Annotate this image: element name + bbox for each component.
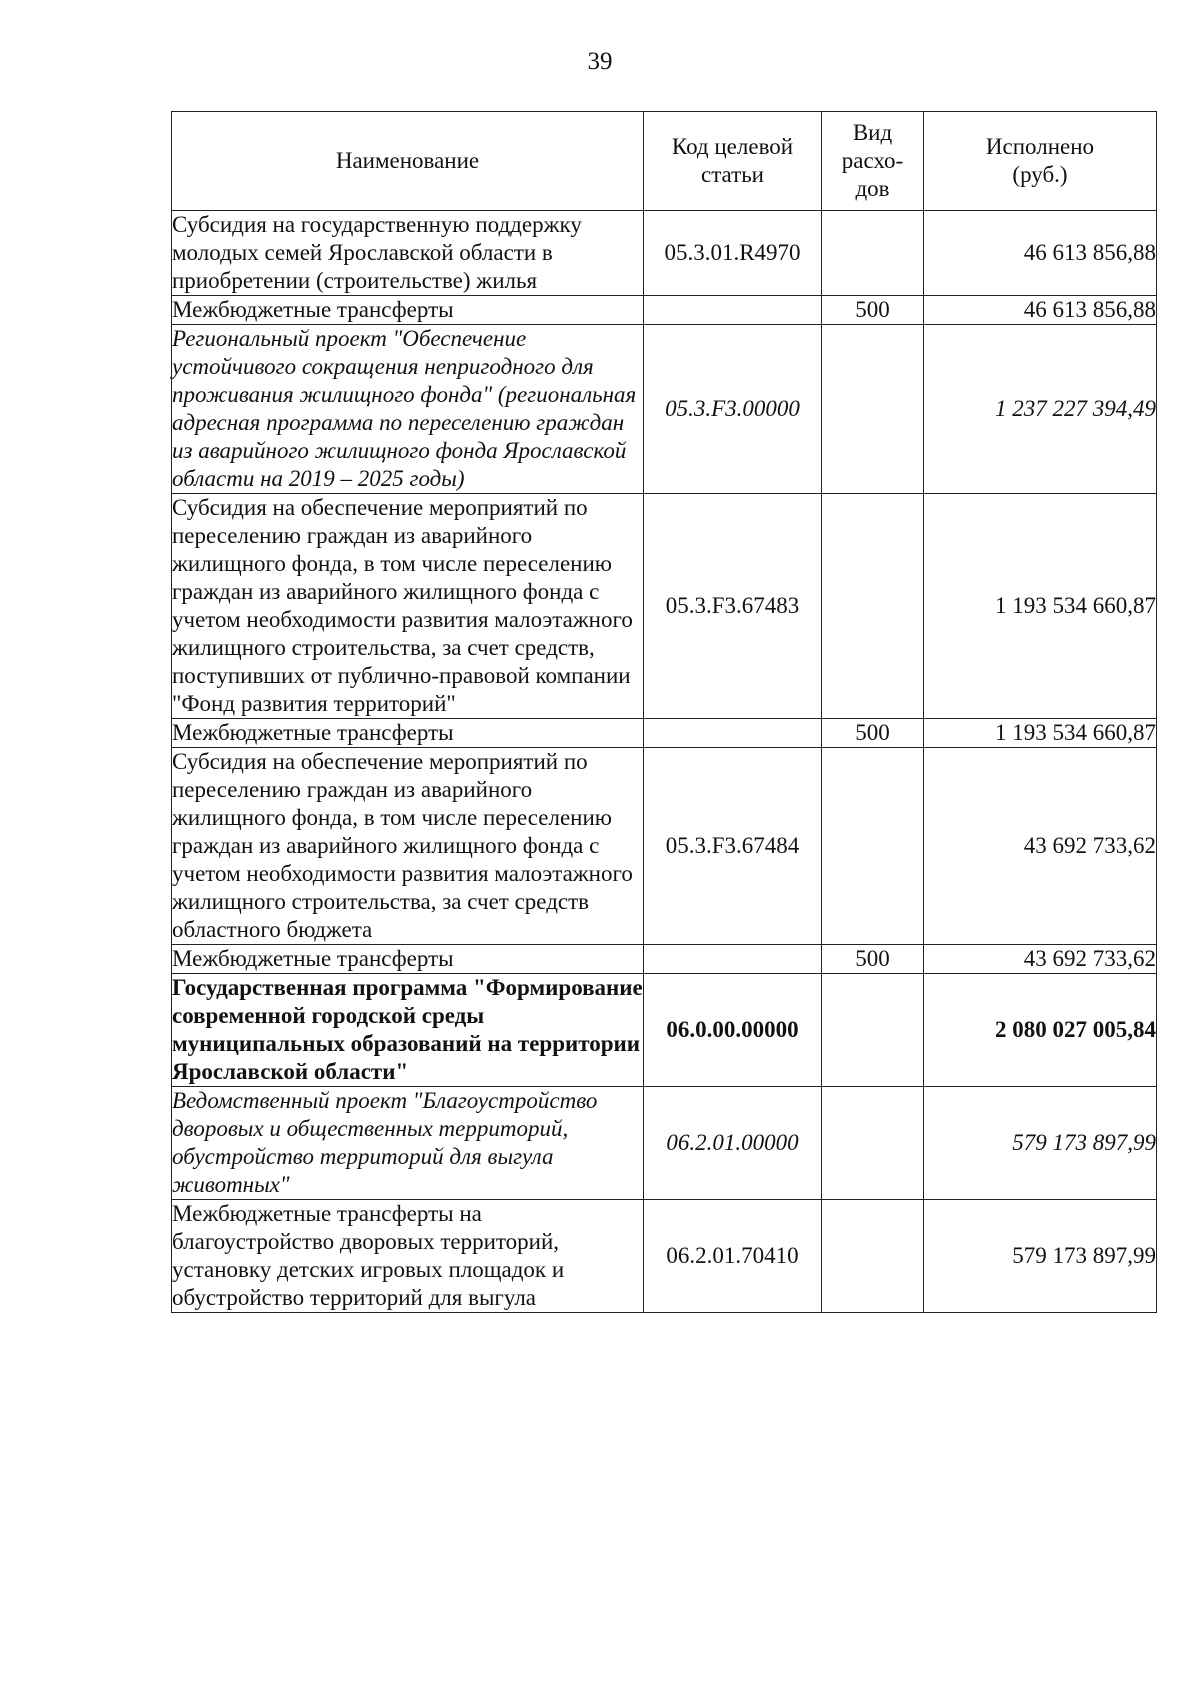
row-name-cell: Государственная программа "Формирование современной городской среды муниципальных образований на территории Ярославской области"	[172, 974, 644, 1087]
row-vid-cell: 500	[822, 296, 924, 325]
row-code-cell	[644, 945, 822, 974]
row-name-cell: Межбюджетные трансферты	[172, 719, 644, 748]
page-number: 39	[587, 48, 613, 75]
row-vid-cell: 500	[822, 719, 924, 748]
row-sum-cell: 2 080 027 005,84	[924, 974, 1157, 1087]
header-name: Наименование	[172, 112, 644, 211]
row-code-cell: 05.3.F3.67483	[644, 494, 822, 719]
row-name-cell: Субсидия на обеспечение мероприятий по переселению граждан из аварийного жилищного фонда, в том числе переселению граждан из аварийного жилищного фонда с учетом необходимости развития малоэтажного жилищного строительства, за счет средств областного бюджета	[172, 748, 644, 945]
row-sum-cell: 579 173 897,99	[924, 1087, 1157, 1200]
row-name-cell: Субсидия на государственную поддержку молодых семей Ярославской области в приобретении (строительстве) жилья	[172, 211, 644, 296]
row-sum-cell: 1 193 534 660,87	[924, 719, 1157, 748]
table-row	[172, 945, 1157, 974]
row-name-cell: Ведомственный проект "Благоустройство дворовых и общественных территорий, обустройство территорий для выгула животных"	[172, 1087, 644, 1200]
row-name-cell: Субсидия на обеспечение мероприятий по переселению граждан из аварийного жилищного фонда, в том числе переселению граждан из аварийного жилищного фонда с учетом необходимости развития малоэтажного жилищного строительства, за счет средств, поступивших от публично-правовой компании "Фонд развития территорий"	[172, 494, 644, 719]
table-row	[172, 1200, 1157, 1313]
row-name-cell: Межбюджетные трансферты	[172, 296, 644, 325]
row-vid-cell	[822, 974, 924, 1087]
row-name-cell: Межбюджетные трансферты на благоустройство дворовых территорий, установку детских игровых площадок и обустройство территорий для выгула	[172, 1200, 644, 1313]
row-sum-cell: 46 613 856,88	[924, 296, 1157, 325]
row-vid-cell: 500	[822, 945, 924, 974]
expenditure-table	[171, 111, 1157, 1313]
table-row	[172, 719, 1157, 748]
row-vid-cell	[822, 1200, 924, 1313]
row-code-cell	[644, 296, 822, 325]
row-code-cell: 05.3.01.R4970	[644, 211, 822, 296]
header-sum: Исполнено (руб.)	[924, 112, 1157, 211]
row-vid-cell	[822, 325, 924, 494]
row-code-cell	[644, 719, 822, 748]
header-vid: Вид расхо-дов	[822, 112, 924, 211]
row-code-cell: 06.2.01.00000	[644, 1087, 822, 1200]
row-vid-cell	[822, 748, 924, 945]
row-vid-cell	[822, 494, 924, 719]
row-sum-cell: 46 613 856,88	[924, 211, 1157, 296]
row-code-cell: 06.2.01.70410	[644, 1200, 822, 1313]
table-row	[172, 296, 1157, 325]
row-sum-cell: 1 193 534 660,87	[924, 494, 1157, 719]
table-header-row	[172, 112, 1157, 211]
row-sum-cell: 43 692 733,62	[924, 748, 1157, 945]
table-row	[172, 974, 1157, 1087]
row-sum-cell: 579 173 897,99	[924, 1200, 1157, 1313]
table-row	[172, 1087, 1157, 1200]
table-row	[172, 748, 1157, 945]
row-name-cell: Региональный проект "Обеспечение устойчивого сокращения непригодного для проживания жилищного фонда" (региональная адресная программа по переселению граждан из аварийного жилищного фонда Ярославской области на 2019 – 2025 годы)	[172, 325, 644, 494]
table-row	[172, 325, 1157, 494]
row-code-cell: 05.3.F3.00000	[644, 325, 822, 494]
table-body	[172, 211, 1157, 1313]
row-code-cell: 06.0.00.00000	[644, 974, 822, 1087]
header-code: Код целевой статьи	[644, 112, 822, 211]
row-vid-cell	[822, 211, 924, 296]
table-row	[172, 494, 1157, 719]
row-vid-cell	[822, 1087, 924, 1200]
row-name-cell: Межбюджетные трансферты	[172, 945, 644, 974]
row-sum-cell: 43 692 733,62	[924, 945, 1157, 974]
table-row	[172, 211, 1157, 296]
row-sum-cell: 1 237 227 394,49	[924, 325, 1157, 494]
row-code-cell: 05.3.F3.67484	[644, 748, 822, 945]
